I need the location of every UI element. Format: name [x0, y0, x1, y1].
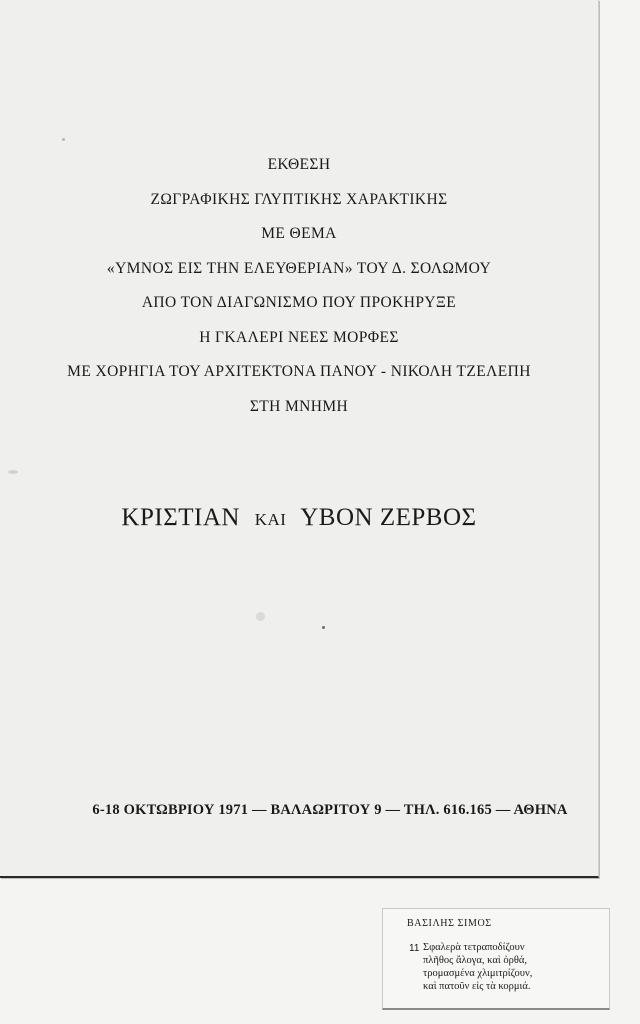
verse-line: τρομασμένα χλιμιτρίζουν, — [423, 968, 533, 979]
heading-line: ΜΕ ΘΕΜΑ — [261, 225, 337, 242]
exhibition-dates-address: 6-18 ΟΚΤΩΒΡΙΟΥ 1971 — ΒΑΛΑΩΡΙΤΟΥ 9 — ΤΗΛ. 616.165 — ΑΘΗΝΑ — [92, 802, 568, 818]
caption-number: 11 — [409, 943, 420, 954]
exhibition-heading — [0, 148, 598, 424]
poem-caption-card — [382, 908, 610, 1010]
heading-line: «ΥΜΝΟΣ ΕΙΣ ΤΗΝ ΕΛΕΥΘΕΡΙΑΝ» ΤΟΥ Δ. ΣΟΛΩΜΟΥ — [106, 259, 492, 277]
verse-line: Σφαλερὰ τετραποδίζουν — [423, 942, 525, 953]
verse-line: καὶ πατοῦν εἰς τὰ κορμιά. — [423, 981, 531, 992]
second-name: ΥΒΟΝ ΖΕΡΒΟΣ — [300, 504, 477, 531]
first-name: ΚΡΙΣΤΙΑΝ — [121, 504, 240, 531]
heading-line: ΣΤΗ ΜΝΗΜΗ — [249, 397, 349, 415]
paper-speck — [256, 612, 265, 621]
honoree-names — [0, 504, 598, 532]
heading-line: ΜΕ ΧΟΡΗΓΙΑ ΤΟΥ ΑΡΧΙΤΕΚΤΟΝΑ ΠΑΝΟΥ - ΝΙΚΟΛΗ ΤΖΕΛΕΠΗ — [67, 363, 531, 380]
verse-line: πλῆθος ἄλογα, καὶ ὀρθά, — [423, 955, 527, 966]
heading-line: ΖΩΓΡΑΦΙΚΗΣ ΓΛΥΠΤΙΚΗΣ ΧΑΡΑΚΤΙΚΗΣ — [150, 190, 448, 208]
paper-speck — [62, 138, 65, 141]
names-conjunction: ΚΑΙ — [254, 510, 287, 529]
heading-line: Η ΓΚΑΛΕΡΙ ΝΕΕΣ ΜΟΡΦΕΣ — [199, 328, 399, 346]
caption-verses — [423, 941, 532, 993]
paper-speck — [322, 626, 325, 629]
caption-author: ΒΑΣΙΛΗΣ ΣΙΜΟΣ — [407, 918, 492, 929]
paper-speck — [8, 470, 18, 474]
heading-line: ΕΚΘΕΣΗ — [267, 156, 331, 173]
heading-line: ΑΠΟ ΤΟΝ ΔΙΑΓΩΝΙΣΜΟ ΠΟΥ ΠΡΟΚΗΡΥΞΕ — [141, 294, 457, 311]
